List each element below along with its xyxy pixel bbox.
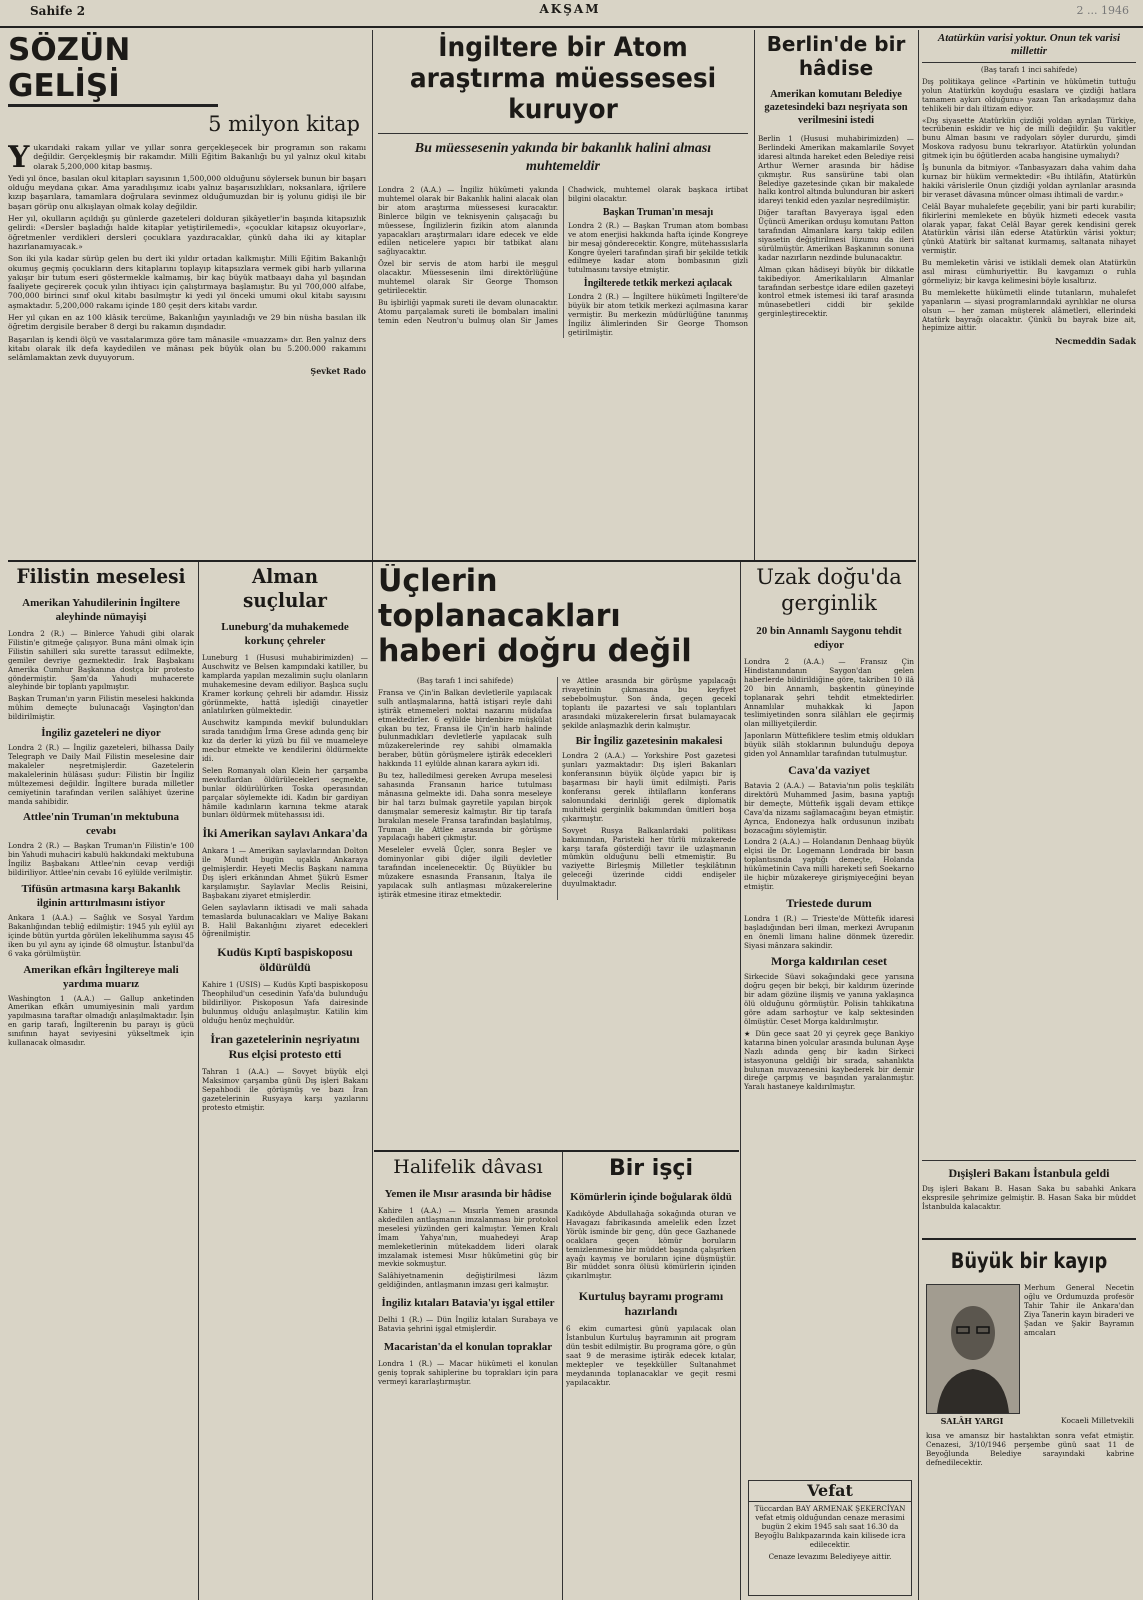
drop-cap: Y	[8, 140, 30, 175]
alman-p4: Ankara 1 — Amerikan saylavlarından Dolton ile Mundt bugün uçakla Ankaraya gelmişlerdir. Heyeti Meclis Başkanı namına Dış işleri erkânından Ahmet Şükrü Esmer karşılamıştır. Saylavlar Meclis Reisini, Başbakanı ziyaret etmişlerdir.	[202, 846, 368, 900]
ucler-p4: ve Attlee arasında bir görüşme yapılacağı rivayetinin çıkmasına bu keyfiyet sebebolmuştur. Son ânda, geçen gecekî toplantı ile pazartesi ve salı toplantıları arasındaki müzakerelerin fırsat bulamayacak şekilde anlaşmazlık derin kalmıştır.	[562, 676, 736, 730]
sozun-gelisi-p4: Son iki yıla kadar sürüp gelen bu dert iki yıldır ortadan kalkmıştır. Milli Eğitim Bakanlığı okumuş geçmiş çocukların ders kitaplarını toplayıp kitapsızlara vermek gibi harb yıllarına yakışır bir tutum eseri göstermekle kalmamış, bir kaç büyük matbaayı daha yıl başından faaliyete geçirerek çocuk yılın ihtiyacı için çalıştırmaya başlamıştır. Bu yıl 700,000 alfabe, 700,000 birinci sınıf okul kitabı basılmıştır ki yedi yıl önceki umumi okul kitabı sayısını aşmaktadır. 5,200,000 rakamı içinde 180 çeşit ders kitabı vardır.	[8, 254, 366, 310]
halifelik-headline: Halifelik dâvası	[393, 1156, 543, 1178]
alman-headline: Alman suçlular	[243, 564, 327, 612]
alman-p5: Gelen saylavların iktisadi ve mali sahada temaslarda bulunacakları ve Maliye Bakanı B. Halil Bakanlığını ziyaret edecekleri öğrenilmiştir.	[202, 902, 368, 939]
portrait-icon	[927, 1285, 1019, 1413]
disisleri-article	[922, 1160, 1136, 1237]
alman-p2: Auschwitz kampında mevkif bulundukları sırada tanıdığım İrma Grese adında genç bir kız da derler ki yüzü bu fiil ve muameleye mecbur etmekte ve kendilerini öldürmekte idi.	[202, 718, 368, 763]
halifelik-p3: Delhi 1 (R.) — Dün İngiliz kıtaları Surabaya ve Batavia şehrini işgal etmişlerdir.	[378, 1315, 558, 1334]
uzakdogu-column	[744, 564, 914, 1598]
berlin-article	[758, 32, 914, 557]
atom-truman-heading: Başkan Truman'ın mesajı	[602, 206, 714, 218]
ataturk-p2: «Dış siyasette Atatürkün çizdiği yoldan ayrılan Türkiye, tecrübenin eskidir ve hiç de milli değildir. Şu vakitler bunu Alman basını ve radyoları söyler dururdu, şimdi Moskova radyosu bunu tekrarlıyor. Atatürkün yolundan gitmek için bu öğütlerden acaba hangisine uymalıydı?	[922, 115, 1136, 161]
isci-article	[566, 1156, 736, 1598]
isci-subtitle: Kömürlerin içinde boğularak öldü	[570, 1191, 732, 1203]
atom-p1: Londra 2 (A.A.) — İngiliz hükûmeti yakında muhtemel olarak bir Bakanlık halini alacak olan bir atom araştırma müessesesi kuracaktır. Binlerce bilgin ve teknisyenin çalışacağı bu müessese, İngilizlerin fizikin atom alanında yapacakları araştırmaları idare edecek ve elde edilen neticelere yapıcı bir tatbikat alanı sağlıyacaktır.	[378, 185, 558, 257]
filistin-h3: Attlee'nin Truman'ın mektubuna cevabı	[22, 811, 180, 838]
halifelik-subtitle: Yemen ile Mısır arasında bir hâdise	[384, 1188, 552, 1200]
deceased-caption: Kocaeli Milletvekili	[1061, 1416, 1134, 1425]
disisleri-headline: Dışişleri Bakanı İstanbula geldi	[948, 1166, 1110, 1180]
ataturk-p4: Celâl Bayar muhalefete geçebilir, yani bir parti kurabilir; fikirlerini memlekete en büyük hizmeti edecek vasıta olarak yapar, fakat Celâl Bayar gerek kendisini gerek Atatürkün vârisi ilân ederse Atatürkün vârisi yoktur; çünkü Atatürk bir saltanat kurmamış, saltanata nihayet vermiştir.	[922, 201, 1136, 256]
atom-subtitle: Bu müessesenin yakında bir bakanlık halini alması muhtemeldir	[378, 133, 748, 176]
halifelik-p1: Kahire 1 (A.A.) — Mısırla Yemen arasında akdedilen antlaşmanın imzalanması bir protokol meselesi yüzünden geri kalmıştır. Yemen Kralı İmam Yahya'nın, muahedeyi Arap memleketlerinin mütekaddem lideri olarak imzalamak istemesi Mısır hükûmetini güç bir mevkie sokmuştur.	[378, 1206, 558, 1269]
vefat-notice	[748, 1480, 912, 1596]
isci-p2: 6 ekim cumartesi günü yapılacak olan İstanbulun Kurtuluş bayramının ait program dün tesbit edilmiştir. Bu programa göre, o gün saat 9 de merasime iştirâk edecek kıtalar, mektepler ve teşekküller Sultanahmet meydanında toplanacaklar ve geçit resmi yapılacaktır.	[566, 1324, 736, 1387]
disisleri-p1: Dış işleri Bakanı B. Hasan Saka bu sabahki Ankara ekspresile şehrimize gelmiştir. B. Hasan Saka bir müddet İstanbulda kalacaktır.	[922, 1184, 1136, 1211]
ucler-h2: Bir İngiliz gazetesinin makalesi	[575, 735, 723, 748]
ucler-p3: Meseleler evvelâ Üçler, sonra Beşler ve dominyonlar gibi diğer ilgili devletler tarafından incelenecektir. Üç Büyükler bu müzakere esnasında Fransanın, İtalya ile yapılacak sulh antlaşması müzakerelerine iştirâk etmesine itiraz etmektedir.	[378, 845, 552, 899]
deceased-name: SALÂH YARGI	[940, 1416, 1004, 1426]
isci-h2: Kurtuluş bayramı programı hazırlandı	[578, 1289, 724, 1319]
filistin-p1: Londra 2 (R.) — Binlerce Yahudi gibi olarak Filistin'e gitmeğe çalışıyor. Buna mâni olmak için Filistin sahilleri sıkı surette tarassut edilmekte, gemiler devriye gezmektedir. Irak Başbakanı Amerika Cumhur Başkanına dostça bir protesto göndermiştir. Şam'da Yahudi muhacerete aleyhinde bir toplantı yapılmıştır.	[8, 629, 194, 692]
alman-column	[202, 564, 368, 1598]
buyuk-kayip-headline: Büyük bir kayıp	[950, 1249, 1108, 1273]
uzakdogu-h2: Cava'da vaziyet	[788, 762, 870, 777]
sozun-gelisi-column	[8, 32, 366, 557]
filistin-h5: Amerikan efkârı İngiltereye mali yardıma muarız	[23, 963, 179, 990]
ataturk-note: (Baş tarafı 1 inci sahifede)	[980, 65, 1078, 74]
ataturk-headline: Atatürkün varisi yoktur. Onun tek varisi millettir	[922, 32, 1136, 63]
sozun-gelisi-p6: Başarılan iş kendi ölçü ve vasıtalarımıza göre tam mânasile «muazzam» dır. Ben yalnız ders kitabı olarak ilk defa kaydedilen ve mânası pek büyük olan bu 5.200.000 rakamını selâmlamaktan zevk duyuyorum.	[8, 334, 366, 363]
ucler-note: (Baş tarafı 1 inci sahifede)	[416, 676, 514, 685]
halifelik-p2: Salâhiyetnamenin değiştirilmesi lâzım geldiğinden, antlaşmanın imzası geri kalmıştır.	[378, 1271, 558, 1290]
masthead	[0, 0, 1143, 28]
berlin-p3: Alman çıkan hâdiseyi büyük bir dikkatle takibediyor. Amerikalıların Almanlar tarafından serbestçe idare edilen gazeteyi kontrol etmek istemesi iki taraf arasında münasebetleri ciddi bir şekilde gerginleştirecektir.	[758, 264, 914, 319]
filistin-headline: Filistin meselesi	[16, 564, 186, 588]
halifelik-article	[378, 1156, 558, 1598]
issue-date: 2 ... 1946	[1076, 4, 1129, 17]
atom-body	[378, 186, 748, 338]
atom-p3: Bu işbirliği yapmak sureti ile devam olunacaktır. Atomu parçalamak sureti ile bombaları imalini temin eden Neutron'u bulmuş olan Sir James Chadwick, muhtemel olarak başkaca irtibat bilgini olacaktır.	[378, 185, 748, 325]
sozun-gelisi-author: Şevket Rado	[310, 365, 366, 376]
atom-p2: Özel bir servis de atom harbi ile meşgul olacaktır. Müessesenin ilmi direktörlüğüne muhtemel olarak Sir George Thomson getirilecektir.	[378, 259, 558, 295]
filistin-p6: Washington 1 (A.A.) — Gallup anketinden Amerikan efkârı umumiyesinin mali yardım yapılmasına taraftar olmadığı anlaşılmaktadır. İşin en garip tarafı, İngilterenin bu parayı iş gücü sınıfının hayat seviyesini yükseltmek için kullanacak olmasıdır.	[8, 993, 194, 1048]
uzakdogu-subtitle: 20 bin Annamlı Saygonu tehdit ediyor	[756, 625, 902, 651]
filistin-p2: Başkan Truman'ın yarın Filistin meselesi hakkında mühim demeçte bulunacağı Vaşington'dan bildirilmiştir.	[8, 694, 194, 722]
ucler-p1: Fransa ve Çin'in Balkan devletlerile yapılacak sulh antlaşmalarına, hattâ istişari reyle dahi iştirâk etmemeleri noktai nazarını müdafaa etmektedirler. 6 eylülde birdenbire müşkülat çıkan bu tez, Fransa ile Çin'in harb halinde bulunmadıkları devletlerle yapılacak sulh müzakerelerinde rey sahibi olmamakla beraber, bütün görüşmelere iştirâk edecekleri hakkında 11 eylülde alınan karara aykırı idi.	[378, 687, 552, 769]
filistin-subtitle: Amerikan Yahudilerinin İngiltere aleyhinde nümayişi	[22, 597, 180, 623]
filistin-h2: İngiliz gazeteleri ne diyor	[41, 727, 161, 740]
halifelik-h2: İngiliz kıtaları Batavia'yı işgal ettiler	[381, 1297, 555, 1310]
ucler-p6: Sovyet Rusya Balkanlardaki politikası bakımından, Paristeki her türlü müzakerede karşı tarafa gösterdiği tavır ile uzlaşmanın mümkün olduğunu belli etmemiştir. Bu vaziyette Birleşmiş Milletler teşkilâtının geleceği üzerinde ciddi endişeler duyulmaktadır.	[562, 825, 736, 889]
ucler-p5: Londra 2 (A.A.) — Yorkshire Post gazetesi şunları yazmaktadır: Dış işleri Bakanları konferansının büyük ölçüde yapıcı bir iş başarması bir hayli ümit edilmişti. Paris konferansı gerek ihtilafların konferans salonundaki derinliği gerek diplomatik muhitteki gerginlik bakımından ümitleri boşa çıkarmıştır.	[562, 751, 736, 823]
alman-p7: Tahran 1 (A.A.) — Sovyet büyük elçi Maksimov çarşamba günü Dış işleri Bakanı Sepahbodi ile görüşmüş ve bazı İran gazetelerinin Rusyaya karşı yazılarını protesto etmiştir.	[202, 1066, 368, 1112]
alman-h3: Kudüs Kıptî baspiskoposu öldürüldü	[217, 945, 353, 975]
uzakdogu-headline: Uzak doğu'da gerginlik	[756, 565, 902, 615]
berlin-p1: Berlin 1 (Hususi muhabirimizden) — Berlindeki Amerikan makamlarile Sovyet idaresi altında hareket eden Belediye reisi Arthur Werner arasında bir hâdise çıkmıştır. Rus sansürüne tabi olan Belediye gazetesinde çıkan bir makalede halkı kontrol altında bulunduran bir askeri idareyi tenkid eden yazılar neşredilmiştir.	[758, 134, 914, 206]
ucler-p2: Bu tez, halledilmesi gereken Avrupa meselesi sahasında Fransanın harice tutulması mânasına gelmekte idi. Daha sonra meseleye bir hal tarzı bulmak gayretile yapılan birçok danışmalar semeresiz kalmıştır. Bir tip tarafa bırakılan mesele Fransa tarafından başlatılmış, Truman ile Attlee arasında bir görüşme yapılacağı haberi çıkmıştır.	[378, 771, 552, 843]
atom-article	[378, 32, 748, 557]
alman-p1: Luneburg 1 (Hususi muhabirimizden) — Auschwitz ve Belsen kampındaki katiller, bu kamplarda yapılan mezalimin suçlu olanların muhakemesine devam ediliyor. Başlıca suçlu Kramer korkunç çehreli bir adamdır. Hissiz görünmekte, hattâ işlediği cinayetler anlatılırken gülmektedir.	[202, 653, 368, 716]
isci-p1: Kadıköyde Abdullahağa sokağında oturan ve Havagazı fabrikasında amelelik eden İzzet Yörük isminde bir genç, dün gece Gazhanede ocaklara geçen kömür boruların temizlenmesine bir müddet başında çalışırken ayağı kaymış ve boruların içine düşmüştür. Bir müddet sonra ölüsü kömürlerin içinden çıkarılmıştır.	[566, 1209, 736, 1281]
filistin-h4: Tifüsün artmasına karşı Bakanlık ilginin arttırılmasını istiyor	[21, 883, 181, 910]
macaristan-headline: Macaristan'da el konulan topraklar	[383, 1340, 553, 1353]
uzakdogu-h4: Morga kaldırılan ceset	[771, 954, 887, 969]
sozun-gelisi-kicker: SÖZÜN GELİŞİ	[8, 32, 218, 107]
ataturk-p5: Bu memleketin vârisi ve istiklali demek olan Atatürkün asıl mirası cümhuriyettir. Bu kavgamızı o ruhla görmeliyiz; bir kavga kelimesini böyle kısaltırız.	[922, 258, 1136, 285]
uzakdogu-p4: Londra 2 (A.A.) — Holandanın Denhaag büyük elçisi ile Dr. Logemann Londrada bir basın toplantısında yaptığı demeçte, Holanda hükûmetinin Cava milli hareketi sefi Soekarno ile hiçbir müzakereye girişmiyeceğini beyan etmiştir.	[744, 837, 914, 891]
ucler-article	[378, 564, 736, 1146]
uzakdogu-p2: Japonların Müttefiklere teslim etmiş oldukları büyük silâh stoklarının bulunduğu depoya giden yol Annamlılar tarafından tutulmuştur.	[744, 731, 914, 759]
buyuk-kayip-p1: Merhum General Necetin oğlu ve Ordumuzda profesör Tahir Tahir ile Ankara'dan Ziya Tanerin kayın biraderi ve Şadan ve Şakir Bayramın amcaları	[1024, 1283, 1134, 1337]
alman-h2: İki Amerikan saylavı Ankara'da	[202, 826, 368, 841]
sozun-gelisi-p5: Her yıl çıkan en az 100 klâsik tercüme, Bakanlığın yayınladığı ve 29 bin nüsha basılan ilk öğretim dergisile beraber 8 dergi bu rakamın dışındadır.	[8, 313, 366, 332]
buyuk-kayip-article	[922, 1238, 1136, 1600]
portrait-photo	[926, 1284, 1020, 1414]
ucler-body	[378, 677, 736, 900]
atom-p5: Londra 2 (R.) — İngiltere hükûmeti İngiltere'de büyük bir atom tetkik merkezi açılmasına karar vermiştir. Bu merkezin müdürlüğüne tanınmış İngiliz âlimlerinden Sir George Thomson getirilmiştir.	[568, 292, 748, 337]
alman-subtitle: Luneburg'da muhakemede korkunç çehreler	[221, 621, 349, 647]
uzakdogu-p5: Londra 1 (R.) — Trieste'de Müttefik idaresi başladığından beri ilman, merkezi Avrupanın en önemli limanı haline dönmek üzeredir. Siyasi mânzara sakindir.	[744, 913, 914, 950]
paper-name: AKŞAM	[539, 2, 601, 16]
uzakdogu-p6: Sirkecide Süavi sokağındaki gece yarısına doğru geçen bir bekçi, bir kaldırım üzerinde bir adam gözüne ilişmiş ve yanına yaklaşınca ölü olduğunu görmüştür. Polisin tahkikatına göre adam sarhoştur ve kalp sektesinden ölmüştür. Ceset Morga kaldırılmıştır.	[744, 972, 914, 1026]
atom-merkez-heading: İngilterede tetkik merkezi açılacak	[583, 278, 733, 290]
ataturk-p1: Dış politikaya gelince «Partinin ve hükûmetin tuttuğu yolun Atatürkün koyduğu esaslara ve çizdiği hatlara tamamen aykırı olduğunu» yazan Tan arkadaşımız daha tehlikeli bir dalı iltizam ediyor.	[922, 76, 1136, 113]
ataturk-p3: İş bununla da bitmiyor. «Tanbasyazarı daha vahim daha kurnaz bir hüküm vermektedir: «Bu ihtilâfın, Atatürkün hakiki vârislerile Onun çizdiği yoldan ayrılanlar arasında bir veraset dâvasına müncer olması ihtimali de vardır.»	[922, 163, 1136, 199]
berlin-p2: Diğer taraftan Bavyeraya işgal eden Üçüncü Amerikan orduşu komutanı Patton tarafından Almanlara karşı takip edilen siyasetin değiştirilmesi lüzumu da ileri sürülmüştür. Amerikan Başkanının sonuna kadar nazırların nezdinde bulunacaktır.	[758, 208, 914, 262]
filistin-p3: Londra 2 (R.) — İngiliz gazeteleri, bilhassa Daily Telegraph ve Daily Mail Filistin meselesine dair makaleler neşretmişlerdir. Gazetelerin makalelerinin hülâsası şudur: Filistin bir İngiliz mültezemesi değildir. İngiltere burada milletler cemiyetinin tarafından verilen salâhiyet üzerine manda sahibidir.	[8, 743, 194, 806]
uzakdogu-p3: Batavia 2 (A.A.) — Batavia'nın polis teşkilâtı direktörü Muhammed Jasim, basına yaptığı bir demeçte, Müttefik işgali devam ettikçe Cava'da nizamı sağlamacağını beyan etmiştir. Ayrıca, Endonezya halk ordusunun inzibatı bozacağını söylemiştir.	[744, 780, 914, 835]
atom-p4: Londra 2 (R.) — Başkan Truman atom bombası ve atom enerjisi hakkında hafta içinde Kongreye bir mesaj gönderecektir. Kongre, mütehassıslarla Kongre üyeleri tarafından şirafi bir şekilde tetkik edilmeye kadar atom bombasının gizli tutulmasını tavsiye etmiştir.	[568, 220, 748, 275]
filistin-p5: Ankara 1 (A.A.) — Sağlık ve Sosyal Yardım Bakanlığından tebliğ edilmiştir: 1945 yılı eylül ayı içinde bütün yurtda görülen lekelihumma sayısı 45 iken bu yıl aynı ay içinde 68 olmuştur. İstanbul'da 6 vaka görülmüştür.	[8, 913, 194, 958]
alman-p3: Selen Romanyalı olan Klein her çarşamba mevkuflardan öldürülecekleri seçmekte, bunlar öldürülürken Toska operasından parçalar söylemekte idi. Kadın bir gardiyan hâmile kadınların karnına tekme atarak bunları öldürmek mütehassısı idi.	[202, 765, 368, 820]
atom-headline: İngiltere bir Atom araştırma müessesesi kuruyor	[409, 32, 717, 125]
uzakdogu-h3: Triestede durum	[786, 895, 872, 910]
ataturk-author: Necmeddin Sadak	[1055, 336, 1136, 347]
vefat-p1: Tüccardan BAY ARMENAK ŞEKERCİYAN vefat etmiş olduğundan cenaze merasimi bugün 2 ekim 1945 salı saat 16.30 da Beyoğlu Balıkpazarında kain kilisede icra edilecektir.	[754, 1504, 906, 1549]
vefat-headline: Vefat	[749, 1481, 911, 1502]
page-number: Sahife 2	[30, 4, 86, 18]
sozun-gelisi-p3: Her yıl, okulların açıldığı şu günlerde gazeteleri dolduran şikâyetler'in başında kitapsızlık gelirdi: «Dersler başladığı halde kitaplar yetiştirilemedi», «çocuklar kitapsız okuyorlar», öğretmenler verdikleri dersleri çocuklara yazdıracaklar, çünkü daha iki ay kitaplar hazırlanamıyacak.»	[8, 214, 366, 251]
dun-gece-p1: ★ Dün gece saat 20 yi çeyrek geçe Bankiyo katarına binen yolcular arasında bulunan Ayşe Nazlı adında genç bir kadın Sirkeci istasyonuna geldiği bir sırada, sahanlıkta bulunan muvazenesini kaybederek bir demir direğe çarpmış ve başından yaralanmıştır. Yaralı hastaneye kaldırılmıştır.	[744, 1028, 914, 1092]
ataturk-p6: Bu memlekette hükûmetli elinde tutanların, muhalefet yapanların — siyasi programlarındaki ayrılıklar ne olursa olsun — her zaman müşterek alâmetleri, ellerindeki Atatürk bayrağı olacaktır. Çünkü bu bayrak bize ait, hepimize aittir.	[922, 287, 1136, 333]
alman-p6: Kahire 1 (USIS) — Kudüs Kıptî baspiskoposu Theophilud'un cesedinin Yafa'da bulunduğu bildiriliyor. Piskoposun Yafa dairesinde bulunmuş olduğu anlaşılmıştır. Katilin kim olduğu henüz meçhuldür.	[202, 980, 368, 1025]
buyuk-kayip-p2: kısa ve amansız bir hastalıktan sonra vefat etmiştir. Cenazesi, 3/10/1946 perşembe günü saat 11 de Beyoğlunda Belediye sarayındaki kabrine defnedilecektir.	[926, 1431, 1134, 1467]
uzakdogu-p1: Londra 2 (A.A.) — Fransız Çin Hindistanındanın Saygon'dan gelen haberlerde bildirildiğine göre, takriben 10 ilâ 20 bin Annamlı, başkentin güneyinde toplanarak şehri tehdit etmektedirler. Annamlılar muhakkak ki Japon teslimiyetinden sonra silâhları ele geçirmiş olan milliyetçilerdir.	[744, 657, 914, 729]
vefat-p2: Cenaze levazımı Belediyeye aittir.	[768, 1551, 892, 1561]
alman-h4: İran gazetelerinin neşriyatını Rus elçisi protesto etti	[210, 1031, 360, 1061]
sozun-gelisi-p2: Yedi yıl önce, basılan okul kitapları sayısının 1,500,000 olduğunu söylersek bunun bir başarı olduğu meydana çıkar. Ama yaradılışımız icabı yalnız başarısızlıkları, noksanlara, iğrilere kızıp başarılara, tamamlara doğrulara sevinmez olduğumuzdan bir iş yolunu gidişi ile bir başarı görüp onu alkışlayan olmak kolay değildir.	[8, 173, 366, 211]
isci-headline: Bir işçi	[608, 1156, 694, 1181]
filistin-column	[8, 564, 194, 1598]
berlin-subtitle: Amerikan komutanı Belediye gazetesindeki bazı neşriyata son verilmesini istedi	[764, 89, 908, 126]
macaristan-p1: Londra 1 (R.) — Macar hükûmeti el konulan geniş toprak sahiplerine bu toprakları için para vermeyi kararlaştırmıştır.	[378, 1358, 558, 1386]
berlin-headline: Berlin'de bir hâdise	[766, 32, 906, 80]
sozun-gelisi-title: 5 milyon kitap	[208, 112, 360, 136]
ataturk-article	[922, 32, 1136, 1157]
sozun-gelisi-p1: ukarıdaki rakam yıllar ve yıllar sonra gerçekleşecek bir programın son rakamı değildir. Gerçekleşmiş bir rakamdır. Milli Eğitim Bakanlığı bu yıl yalnız okul kitabı olarak 5,200,000 kitap basmış.	[33, 143, 366, 171]
ucler-headline: Üçlerin toplanacakları haberi doğru değil	[378, 564, 692, 669]
filistin-p4: Londra 2 (R.) — Başkan Truman'ın Filistin'e 100 bin Yahudi muhaciri kabulü hakkındaki mektubuna İngiliz Başbakanı Attlee'nin cevap verdiği bildiriliyor. Attlee'nin cevabı 16 eylülde verilmiştir.	[8, 841, 194, 878]
